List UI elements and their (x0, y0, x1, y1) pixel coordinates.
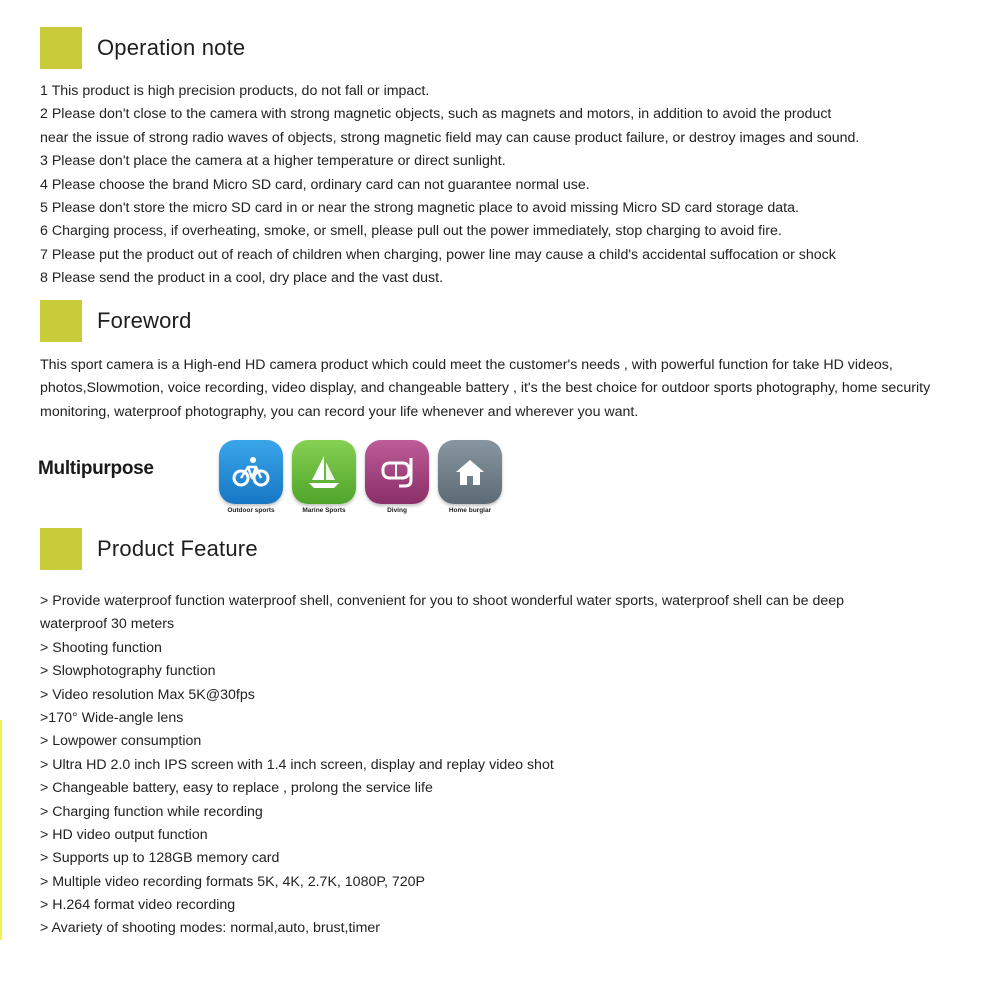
feature-line: > HD video output function (40, 826, 208, 843)
usage-caption: Marine Sports (302, 507, 346, 514)
multipurpose-label: Multipurpose (38, 458, 154, 479)
feature-line: > Video resolution Max 5K@30fps (40, 686, 255, 703)
operation-note-line: 3 Please don't place the camera at a higher temperature or direct sunlight. (40, 153, 506, 170)
foreword-header (40, 300, 192, 342)
operation-note-title: Operation note (97, 35, 246, 60)
operation-note-line: 7 Please put the product out of reach of children when charging, power line may cause a child's accidental suffocation or shock (40, 246, 836, 263)
feature-line: > Avariety of shooting modes: normal,auto, brust,timer (40, 920, 381, 937)
feature-line: > Slowphotography function (40, 663, 216, 680)
feature-line: waterproof 30 meters (40, 616, 175, 633)
feature-line: >170° Wide-angle lens (40, 709, 184, 726)
page-edge-mark (0, 720, 2, 940)
foreword-title: Foreword (97, 308, 192, 333)
foreword-text: This sport camera is a High-end HD camera product which could meet the customer's needs , with powerful function for take HD videos, photos,Slowmotion, voice recording, video display, and changeable battery , it's the best choice for outdoor sports photography, home security monitoring, waterproof photography, you can record your life whenever and wherever you want. (40, 357, 931, 420)
usage-caption: Diving (387, 507, 407, 514)
feature-line: > Multiple video recording formats 5K, 4K, 2.7K, 1080P, 720P (40, 873, 426, 890)
section-marker (40, 27, 82, 69)
operation-note-line: 4 Please choose the brand Micro SD card, ordinary card can not guarantee normal use. (40, 176, 590, 193)
usage-home-burglar (438, 440, 502, 514)
usage-caption: Home burglar (448, 507, 492, 514)
operation-note-line: near the issue of strong radio waves of objects, strong magnetic field may can cause product failure, or destroy images and sound. (40, 129, 860, 146)
usage-caption: Outdoor sports (227, 507, 275, 514)
product-feature-title: Product Feature (97, 536, 258, 561)
operation-note-list (40, 80, 970, 291)
multipurpose-icons (219, 440, 502, 514)
feature-line: > Supports up to 128GB memory card (40, 850, 280, 867)
product-feature-list (40, 590, 970, 941)
usage-marine-sports (292, 440, 356, 514)
bicycle-icon (219, 440, 283, 504)
feature-line: > Lowpower consumption (40, 733, 202, 750)
product-feature-header (40, 528, 258, 570)
diving-mask-icon (365, 440, 429, 504)
operation-note-header (40, 27, 245, 69)
feature-line: > Shooting function (40, 639, 162, 656)
feature-line: > Changeable battery, easy to replace , prolong the service life (40, 780, 433, 797)
sailboat-icon (292, 440, 356, 504)
section-marker (40, 300, 82, 342)
section-marker (40, 528, 82, 570)
operation-note-line: 5 Please don't store the micro SD card in or near the strong magnetic place to avoid missing Micro SD card storage data. (40, 199, 799, 216)
operation-note-line: 8 Please send the product in a cool, dry place and the vast dust. (40, 270, 444, 287)
usage-outdoor-sports (219, 440, 283, 514)
operation-note-line: 6 Charging process, if overheating, smoke, or smell, please pull out the power immediately, stop charging to avoid fire. (40, 223, 782, 240)
usage-diving (365, 440, 429, 514)
feature-line: > H.264 format video recording (40, 897, 236, 914)
operation-note-line: 1 This product is high precision products, do not fall or impact. (40, 83, 430, 99)
house-icon (438, 440, 502, 504)
feature-line: > Provide waterproof function waterproof shell, convenient for you to shoot wonderful water sports, waterproof shell can be deep (40, 593, 845, 609)
feature-line: > Ultra HD 2.0 inch IPS screen with 1.4 inch screen, display and replay video shot (40, 756, 554, 773)
operation-note-line: 2 Please don't close to the camera with strong magnetic objects, such as magnets and motors, in addition to avoid the product (40, 106, 832, 123)
feature-line: > Charging function while recording (40, 803, 263, 820)
